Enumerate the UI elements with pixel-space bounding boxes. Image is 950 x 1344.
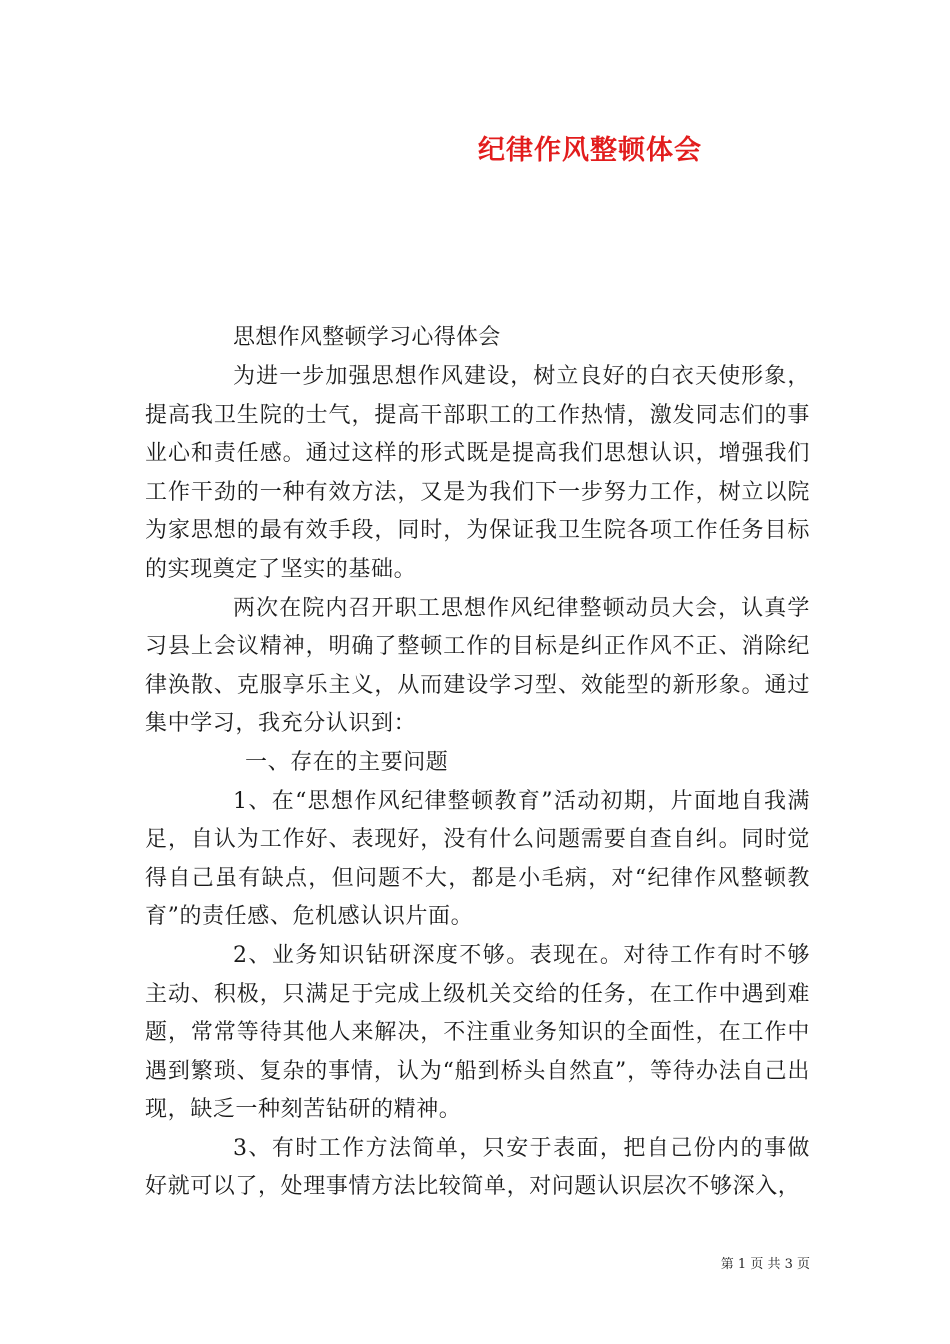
problem-item-2: 2、业务知识钻研深度不够。表现在。对待工作有时不够主动、积极，只满足于完成上级机关交给的任务，在工作中遇到难题，常常等待其他人来解决，不注重业务知识的全面性，在工作中遇到繁琐、复杂的事情，认为“船到桥头自然直”，等待办法自己出现，缺乏一种刻苦钻研的精神。 <box>145 942 810 1123</box>
document-subtitle: 思想作风整顿学习心得体会 <box>233 325 501 350</box>
page-number-footer: 第 1 页 共 3 页 <box>720 1257 810 1272</box>
problem-item-3: 3、有时工作方法简单，只安于表面，把自己份内的事做好就可以了，处理事情方法比较简单，对问题认识层次不够深入， <box>145 1135 810 1200</box>
title-container <box>400 128 780 167</box>
intro-paragraph: 为进一步加强思想作风建设，树立良好的白衣天使形象，提高我卫生院的士气，提高干部职工的工作热情，激发同志们的事业心和责任感。通过这样的形式既是提高我们思想认识，增强我们工作干劲的一种有效方法，又是为我们下一步努力工作，树立以院为家思想的最有效手段，同时，为保证我卫生院各项工作任务目标的实现奠定了坚实的基础。 <box>145 364 810 582</box>
document-body <box>145 318 810 1207</box>
section-heading: 一、存在的主要问题 <box>245 749 449 775</box>
document-title: 纪律作风整顿体会 <box>478 135 702 166</box>
problem-item-1: 1、在“思想作风纪律整顿教育”活动初期，片面地自我满足，自认为工作好、表现好，没有什么问题需要自查自纠。同时觉得自己虽有缺点，但问题不大，都是小毛病，对“纪律作风整顿教育”的责任感、危机感认识片面。 <box>145 788 810 930</box>
meeting-paragraph: 两次在院内召开职工思想作风纪律整顿动员大会，认真学习县上会议精神，明确了整顿工作的目标是纠正作风不正、消除纪律涣散、克服享乐主义，从而建设学习型、效能型的新形象。通过集中学习，我充分认识到： <box>145 595 810 737</box>
